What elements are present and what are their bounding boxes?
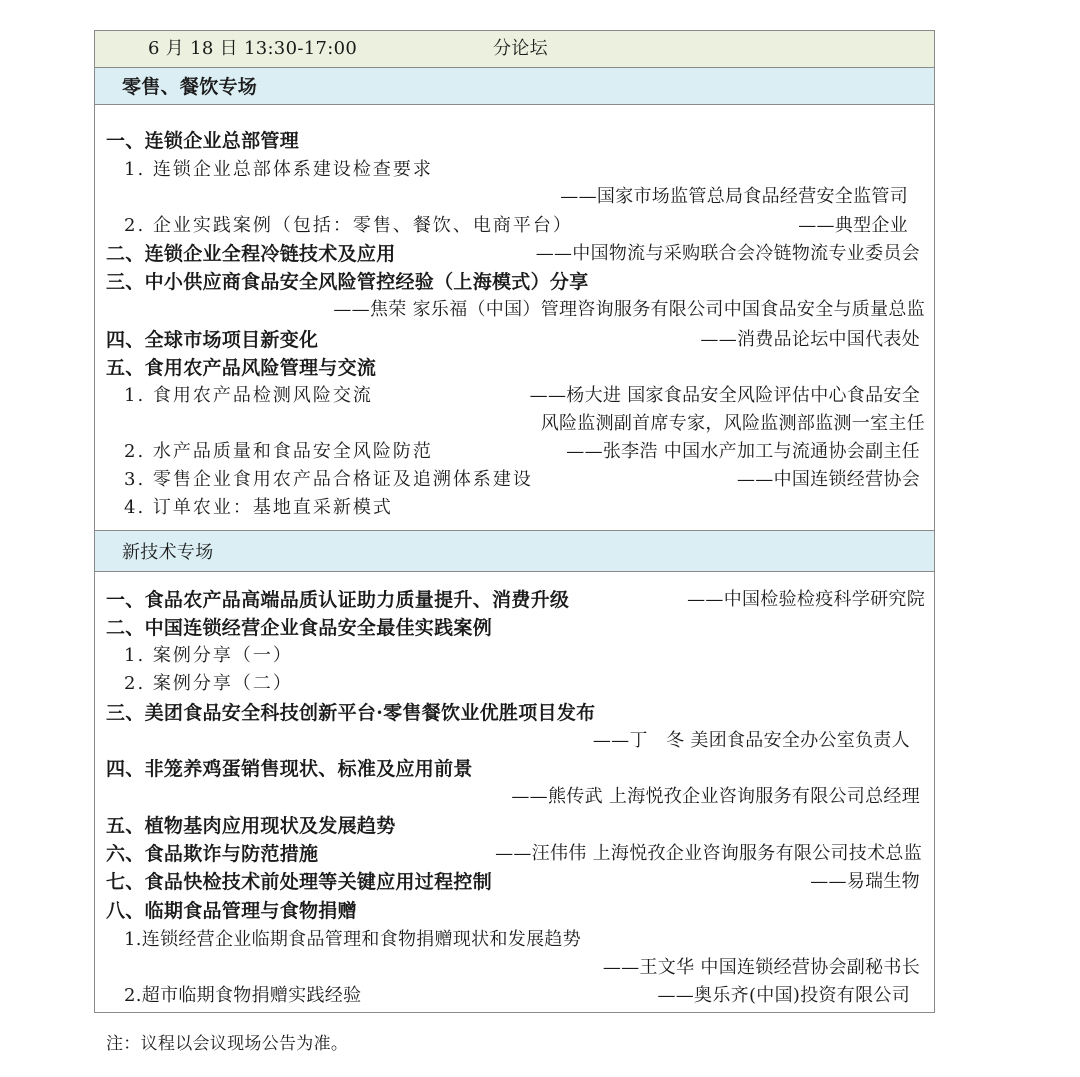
- agenda-item: 五、食用农产品风险管理与交流: [106, 357, 377, 379]
- agenda-item: 四、全球市场项目新变化: [106, 329, 319, 351]
- agenda-subitem: 1. 连锁企业总部体系建设检查要求: [124, 159, 433, 180]
- agenda-item: 三、中小供应商食品安全风险管控经验（上海模式）分享: [106, 271, 589, 293]
- agenda-speaker: ——王文华 中国连锁经营协会副秘书长: [602, 957, 920, 978]
- agenda-subitem: 1.连锁经营企业临期食品管理和食物捐赠现状和发展趋势: [124, 929, 581, 950]
- section1-title: 零售、餐饮专场: [122, 76, 258, 98]
- agenda-speaker: ——国家市场监管总局食品经营安全监管司: [560, 186, 908, 207]
- header-date-time: 6 月 18 日 13:30-17:00: [148, 38, 358, 59]
- agenda-speaker: 风险监测副首席专家，风险监测部监测一室主任: [540, 413, 925, 434]
- agenda-subitem: 2. 水产品质量和食品安全风险防范: [124, 441, 433, 462]
- agenda-item: 二、连锁企业全程冷链技术及应用: [106, 243, 396, 265]
- agenda-subitem: 2.超市临期食物捐赠实践经验: [124, 985, 362, 1006]
- agenda-item: 一、连锁企业总部管理: [106, 130, 300, 152]
- agenda-subitem: 2. 企业实践案例（包括：零售、餐饮、电商平台）: [124, 215, 573, 236]
- agenda-speaker: ——奥乐齐(中国)投资有限公司: [657, 985, 910, 1006]
- header-title: 分论坛: [493, 38, 548, 59]
- agenda-speaker: ——熊传武 上海悦孜企业咨询服务有限公司总经理: [511, 786, 920, 807]
- agenda-subitem: 3. 零售企业食用农产品合格证及追溯体系建设: [124, 469, 533, 490]
- agenda-speaker: ——中国物流与采购联合会冷链物流专业委员会: [535, 243, 920, 264]
- agenda-speaker: ——中国连锁经营协会: [737, 469, 920, 490]
- agenda-speaker: ——中国检验检疫科学研究院: [687, 589, 925, 610]
- agenda-item: 三、美团食品安全科技创新平台·零售餐饮业优胜项目发布: [106, 702, 596, 724]
- agenda-item: 八、临期食品管理与食物捐赠: [106, 900, 357, 922]
- agenda-item: 二、中国连锁经营企业食品安全最佳实践案例: [106, 617, 493, 639]
- section2-title: 新技术专场: [122, 542, 214, 563]
- agenda-speaker: ——典型企业: [798, 215, 908, 236]
- agenda-item: 七、食品快检技术前处理等关键应用过程控制: [106, 871, 493, 893]
- agenda-item: 五、植物基肉应用现状及发展趋势: [106, 815, 396, 837]
- section2-header-row: [95, 530, 934, 572]
- agenda-subitem: 4. 订单农业：基地直采新模式: [124, 497, 393, 518]
- agenda-item: 一、食品农产品高端品质认证助力质量提升、消费升级: [106, 589, 570, 611]
- agenda-speaker: ——焦荣 家乐福（中国）管理咨询服务有限公司中国食品安全与质量总监: [333, 299, 925, 320]
- agenda-speaker: ——易瑞生物: [810, 871, 920, 892]
- agenda-speaker: ——丁 冬 美团食品安全办公室负责人: [592, 730, 910, 751]
- agenda-speaker: ——消费品论坛中国代表处: [700, 329, 920, 350]
- agenda-item: 四、非笼养鸡蛋销售现状、标准及应用前景: [106, 758, 473, 780]
- agenda-speaker: ——张李浩 中国水产加工与流通协会副主任: [566, 441, 920, 462]
- agenda-subitem: 1. 食用农产品检测风险交流: [124, 385, 373, 406]
- footnote: 注：议程以会议现场公告为准。: [106, 1034, 349, 1054]
- agenda-speaker: ——杨大进 国家食品安全风险评估中心食品安全: [529, 385, 920, 406]
- agenda-item: 六、食品欺诈与防范措施: [106, 843, 319, 865]
- agenda-subitem: 2. 案例分享（二）: [124, 673, 293, 694]
- agenda-speaker: ——汪伟伟 上海悦孜企业咨询服务有限公司技术总监: [495, 843, 922, 864]
- agenda-subitem: 1. 案例分享（一）: [124, 645, 293, 666]
